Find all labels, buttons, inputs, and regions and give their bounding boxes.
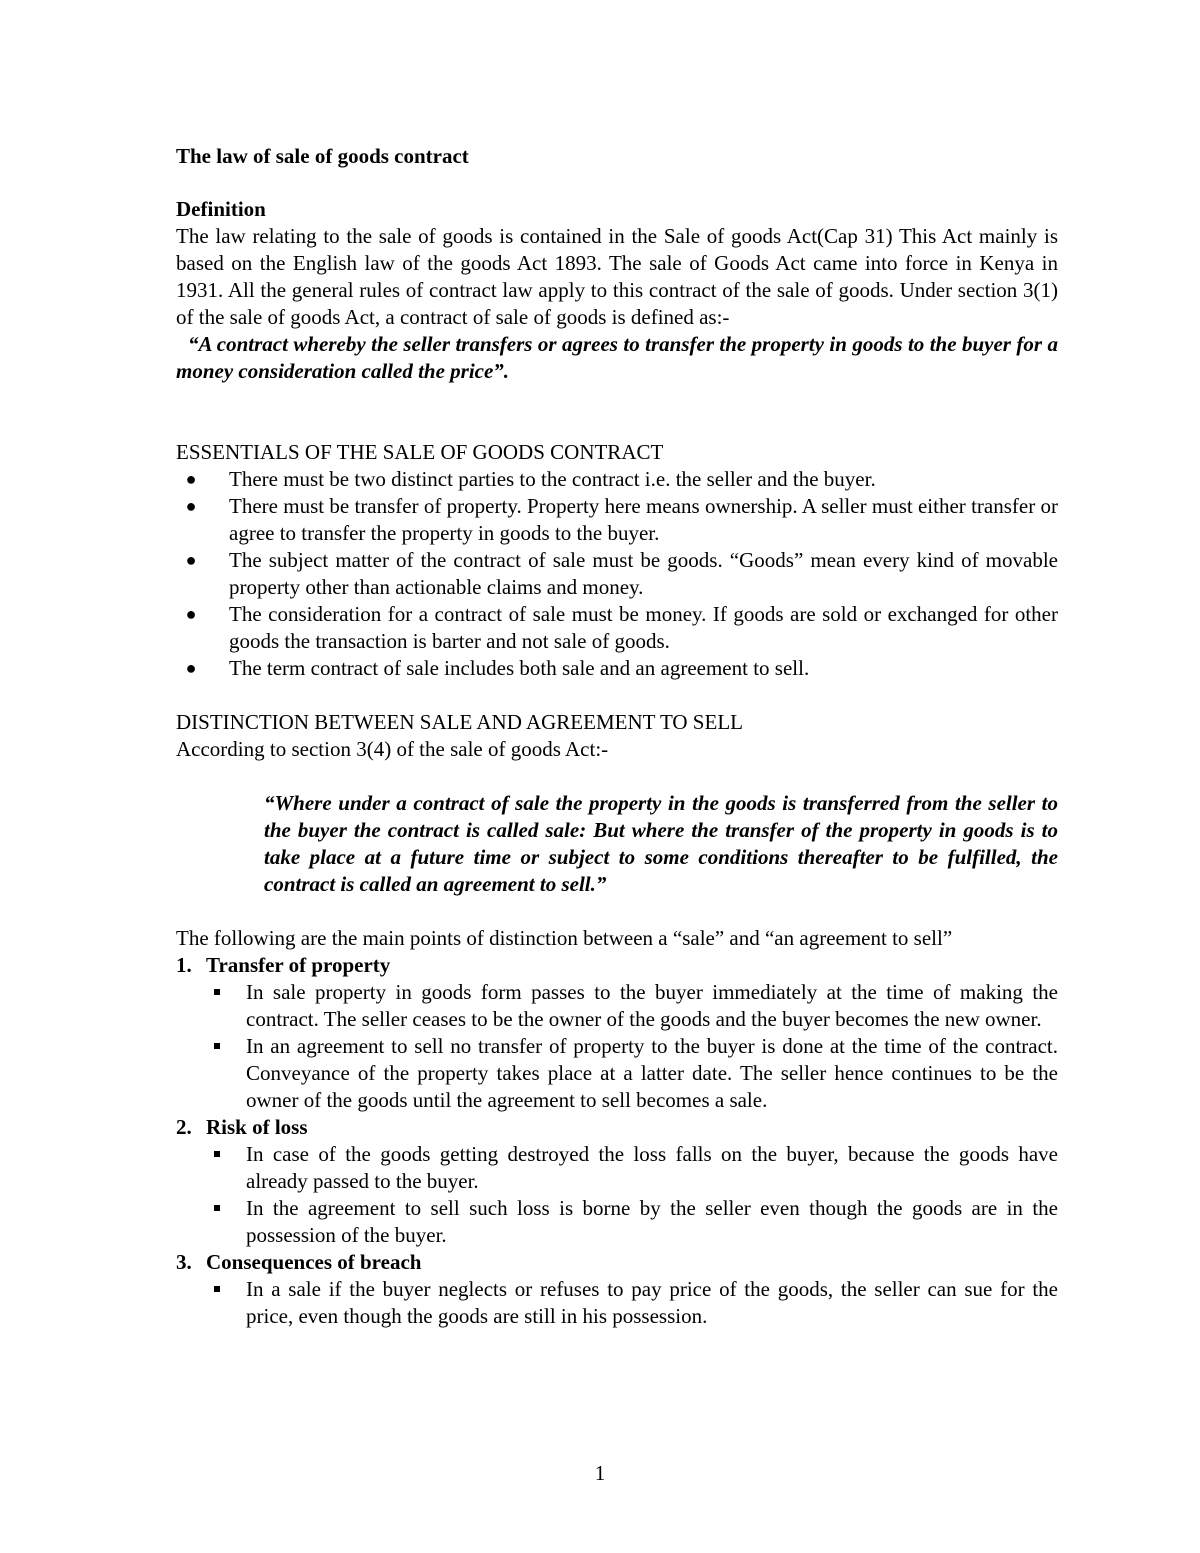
list-item [176, 493, 1058, 547]
definition-heading: Definition [176, 197, 266, 221]
point-title: Consequences of breach [206, 1250, 422, 1274]
point-list-breach [176, 1276, 1058, 1330]
distinction-following: The following are the main points of distinction between a “sale” and “an agreement to sell” [176, 926, 953, 950]
point-number: 2. [176, 1115, 192, 1139]
point-heading-transfer [176, 952, 1058, 979]
list-item-text: In the agreement to sell such loss is borne by the seller even though the goods are in the possession of the buyer. [246, 1196, 1058, 1247]
point-title: Transfer of property [206, 953, 391, 977]
definition-quote: “A contract whereby the seller transfers or agrees to transfer the property in goods to the buyer for a money consideration called the price”. [176, 332, 1058, 383]
list-item [176, 1276, 1058, 1330]
point-list-transfer [176, 979, 1058, 1114]
list-item-text: The term contract of sale includes both sale and an agreement to sell. [229, 656, 810, 680]
bullet-icon: ● [185, 604, 197, 624]
list-item [176, 466, 1058, 493]
essentials-list [176, 466, 1058, 682]
definition-body: The law relating to the sale of goods is contained in the Sale of goods Act(Cap 31) This Act mainly is based on the English law of the goods Act 1893. The sale of Goods Act came into force in Kenya in 1931. All the general rules of contract law apply to this contract of the sale of goods. Under section 3(1) of the sale of goods Act, a contract of sale of goods is defined as:- [176, 224, 1058, 329]
square-bullet-icon [214, 989, 220, 995]
list-item [176, 547, 1058, 601]
square-bullet-icon [214, 1043, 220, 1049]
essentials-heading: ESSENTIALS OF THE SALE OF GOODS CONTRACT [176, 440, 664, 464]
page-number: 1 [594, 1461, 606, 1485]
list-item-text: In a sale if the buyer neglects or refuses to pay price of the goods, the seller can sue for the price, even though the goods are still in his possession. [246, 1277, 1058, 1328]
list-item [176, 1195, 1058, 1249]
list-item-text: There must be two distinct parties to the contract i.e. the seller and the buyer. [229, 467, 876, 491]
bullet-icon: ● [185, 550, 197, 570]
square-bullet-icon [214, 1205, 220, 1211]
list-item-text: In case of the goods getting destroyed the loss falls on the buyer, because the goods have already passed to the buyer. [246, 1142, 1058, 1193]
distinction-quote: “Where under a contract of sale the property in the goods is transferred from the seller to the buyer the contract is called sale: But where the transfer of the property in goods is to take place at a future time or subject to some conditions thereafter to be fulfilled, the contract is called an agreement to sell.” [264, 791, 1058, 896]
list-item [176, 1033, 1058, 1114]
square-bullet-icon [214, 1151, 220, 1157]
distinction-heading: DISTINCTION BETWEEN SALE AND AGREEMENT TO SELL [176, 710, 743, 734]
list-item-text: There must be transfer of property. Property here means ownership. A seller must either transfer or agree to transfer the property in goods to the buyer. [229, 494, 1058, 545]
list-item [176, 979, 1058, 1033]
list-item-text: The subject matter of the contract of sale must be goods. “Goods” mean every kind of movable property other than actionable claims and money. [229, 548, 1058, 599]
document-content [176, 140, 1058, 1330]
point-heading-breach [176, 1249, 1058, 1276]
point-heading-risk [176, 1114, 1058, 1141]
bullet-icon: ● [185, 469, 197, 489]
list-item-text: The consideration for a contract of sale must be money. If goods are sold or exchanged for other goods the transaction is barter and not sale of goods. [229, 602, 1058, 653]
bullet-icon: ● [185, 496, 197, 516]
list-item-text: In sale property in goods form passes to the buyer immediately at the time of making the contract. The seller ceases to be the owner of the goods and the buyer becomes the new owner. [246, 980, 1058, 1031]
list-item [176, 655, 1058, 682]
bullet-icon: ● [185, 658, 197, 678]
list-item-text: In an agreement to sell no transfer of property to the buyer is done at the time of the contract. Conveyance of the property takes place at a latter date. The seller hence continues to be the owner of the goods until the agreement to sell becomes a sale. [246, 1034, 1058, 1112]
distinction-intro: According to section 3(4) of the sale of goods Act:- [176, 737, 609, 761]
document-title: The law of sale of goods contract [176, 144, 469, 168]
square-bullet-icon [214, 1286, 220, 1292]
point-number: 3. [176, 1250, 192, 1274]
point-title: Risk of loss [206, 1115, 308, 1139]
list-item [176, 601, 1058, 655]
point-number: 1. [176, 953, 192, 977]
list-item [176, 1141, 1058, 1195]
point-list-risk [176, 1141, 1058, 1249]
